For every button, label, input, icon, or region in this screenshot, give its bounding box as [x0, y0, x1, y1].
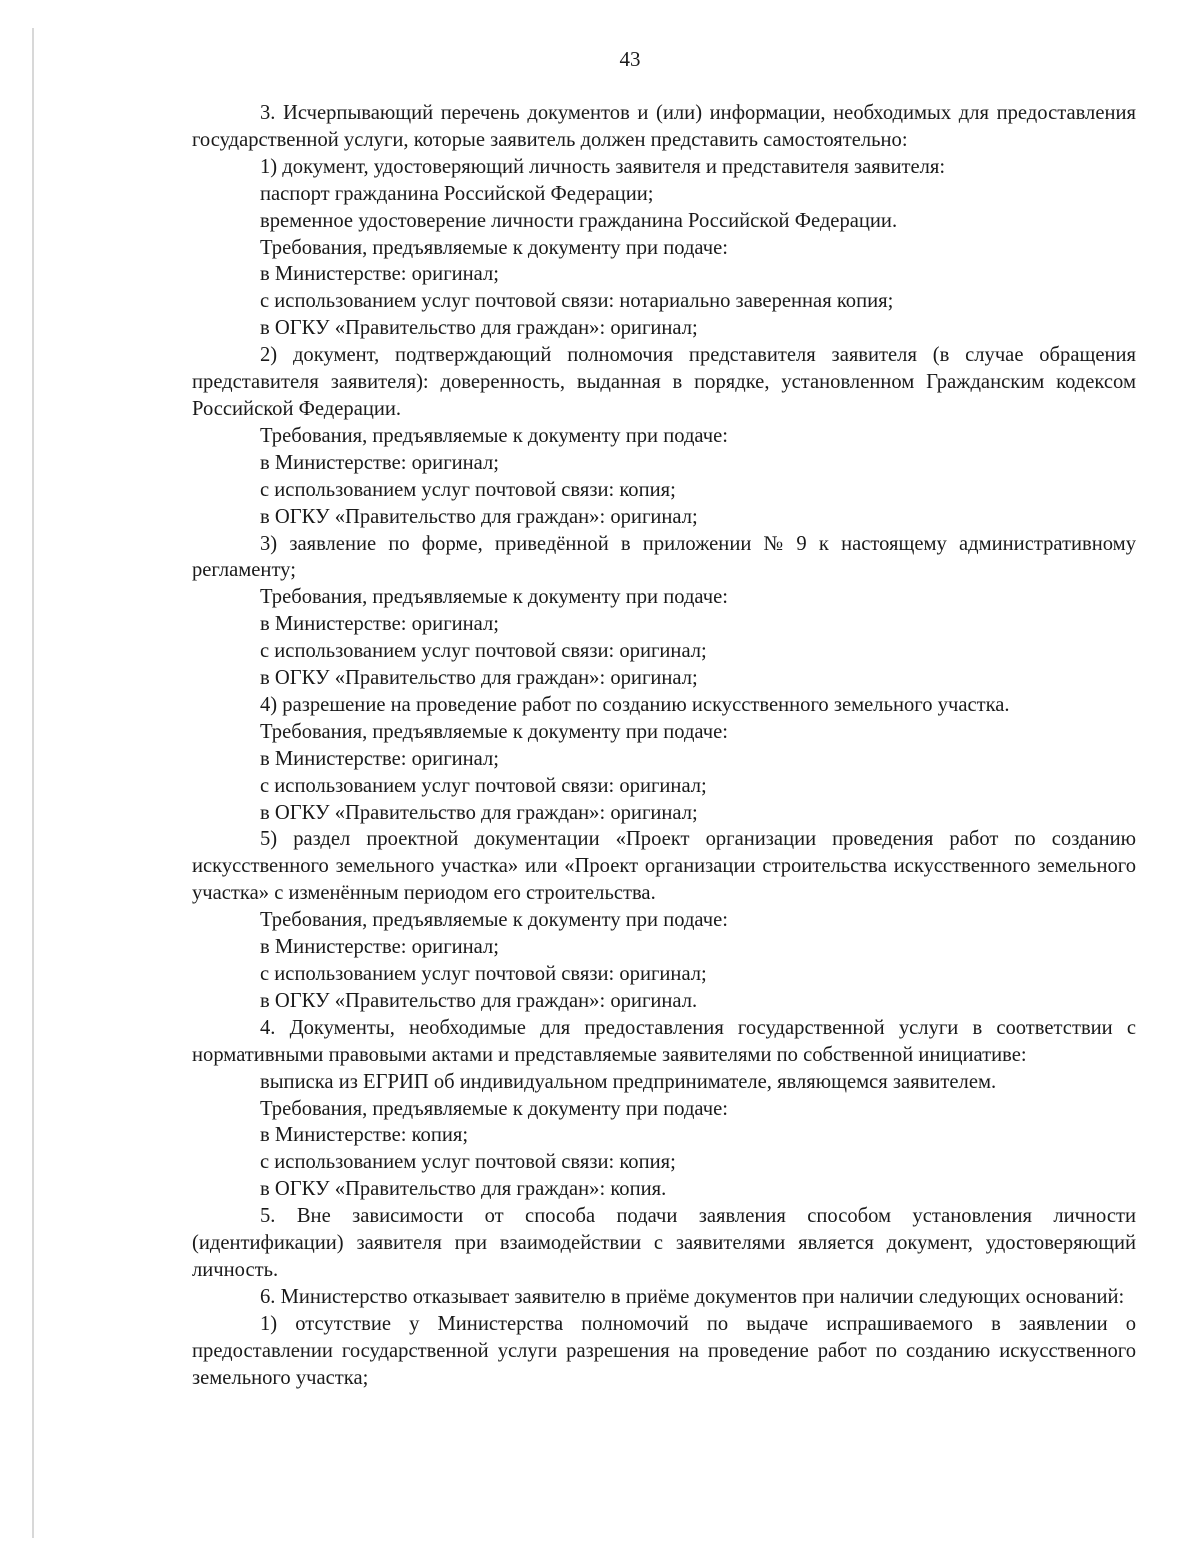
scan-edge-line [32, 28, 34, 1538]
paragraph-p6: 6. Министерство отказывает заявителю в приёме документов при наличии следующих оснований: [260, 1285, 1125, 1308]
paragraph-p3-1-post: с использованием услуг почтовой связи: нотариально заверенная копия; [260, 290, 894, 313]
paragraph-p3-2-ogku: в ОГКУ «Правительство для граждан»: оригинал; [260, 505, 698, 528]
paragraph-p3-4: 4) разрешение на проведение работ по созданию искусственного земельного участка. [260, 693, 1010, 716]
page-number: 43 [619, 47, 641, 71]
paragraph-p3-3-ogku: в ОГКУ «Правительство для граждан»: оригинал; [260, 667, 698, 690]
paragraph-p3-2-min: в Министерстве: оригинал; [260, 451, 500, 474]
paragraph-p3-4-post: с использованием услуг почтовой связи: оригинал; [260, 774, 707, 797]
document-body [192, 100, 1136, 1392]
paragraph-p3-5: 5) раздел проектной документации «Проект организации проведения работ по созданию искусственного земельного участка» или «Проект организации строительства искусственного земельного участка» с изменённым периодом его строительства. [192, 828, 1136, 905]
paragraph-p4-ogku: в ОГКУ «Правительство для граждан»: копия. [260, 1178, 667, 1201]
paragraph-p4-min: в Министерстве: копия; [260, 1124, 469, 1147]
paragraph-p3-1-ogku: в ОГКУ «Правительство для граждан»: оригинал; [260, 317, 698, 340]
paragraph-p3-5-post: с использованием услуг почтовой связи: оригинал; [260, 963, 707, 985]
paragraph-p6-1: 1) отсутствие у Министерства полномочий по выдаче испрашиваемого в заявлении о предоставлении государственной услуги разрешения на проведение работ по созданию искусственного земельного участка; [192, 1312, 1136, 1389]
paragraph-p3-4-min: в Министерстве: оригинал; [260, 747, 500, 770]
paragraph-p3-1a: паспорт гражданина Российской Федерации; [260, 182, 654, 205]
paragraph-p3-5-ogku: в ОГКУ «Правительство для граждан»: оригинал. [260, 989, 698, 1012]
paragraph-p4-req: Требования, предъявляемые к документу при подаче: [260, 1097, 728, 1120]
paragraph-p3-5-min: в Министерстве: оригинал; [260, 936, 500, 959]
paragraph-p3-4-ogku: в ОГКУ «Правительство для граждан»: оригинал; [260, 801, 698, 824]
paragraph-p3-1: 1) документ, удостоверяющий личность заявителя и представителя заявителя: [260, 155, 946, 178]
paragraph-p3-3-post: с использованием услуг почтовой связи: оригинал; [260, 640, 707, 663]
paragraph-p3-2-post: с использованием услуг почтовой связи: копия; [260, 478, 676, 501]
paragraph-p5: 5. Вне зависимости от способа подачи заявления способом установления личности (идентификации) заявителя при взаимодействии с заявителями является документ, удостоверяющий личность. [192, 1205, 1136, 1281]
paragraph-p4-a: выписка из ЕГРИП об индивидуальном предпринимателе, являющемся заявителем. [260, 1070, 997, 1093]
paragraph-p3-1-min: в Министерстве: оригинал; [260, 263, 500, 286]
paragraph-p4: 4. Документы, необходимые для предоставления государственной услуги в соответствии с нормативными правовыми актами и представляемые заявителями по собственной инициативе: [192, 1016, 1136, 1066]
paragraph-p3-1b: временное удостоверение личности гражданина Российской Федерации. [260, 209, 898, 232]
paragraph-p3-2: 2) документ, подтверждающий полномочия представителя заявителя (в случае обращения представителя заявителя): доверенность, выданная в порядке, установленном Гражданским кодексом Российской Федерации. [192, 344, 1136, 420]
paragraph-p3-3-min: в Министерстве: оригинал; [260, 613, 500, 636]
paragraph-p3: 3. Исчерпывающий перечень документов и (или) информации, необходимых для предоставления государственной услуги, которые заявитель должен представить самостоятельно: [192, 102, 1136, 151]
paragraph-p4-post: с использованием услуг почтовой связи: копия; [260, 1151, 676, 1174]
paragraph-p3-4-req: Требования, предъявляемые к документу при подаче: [260, 720, 728, 743]
paragraph-p3-3: 3) заявление по форме, приведённой в приложении № 9 к настоящему административному регламенту; [192, 532, 1136, 582]
paragraph-p3-1-req: Требования, предъявляемые к документу при подаче: [260, 236, 728, 259]
paragraph-p3-5-req: Требования, предъявляемые к документу при подаче: [260, 909, 728, 932]
paragraph-p3-3-req: Требования, предъявляемые к документу при подаче: [260, 586, 728, 609]
paragraph-p3-2-req: Требования, предъявляемые к документу при подаче: [260, 424, 728, 447]
